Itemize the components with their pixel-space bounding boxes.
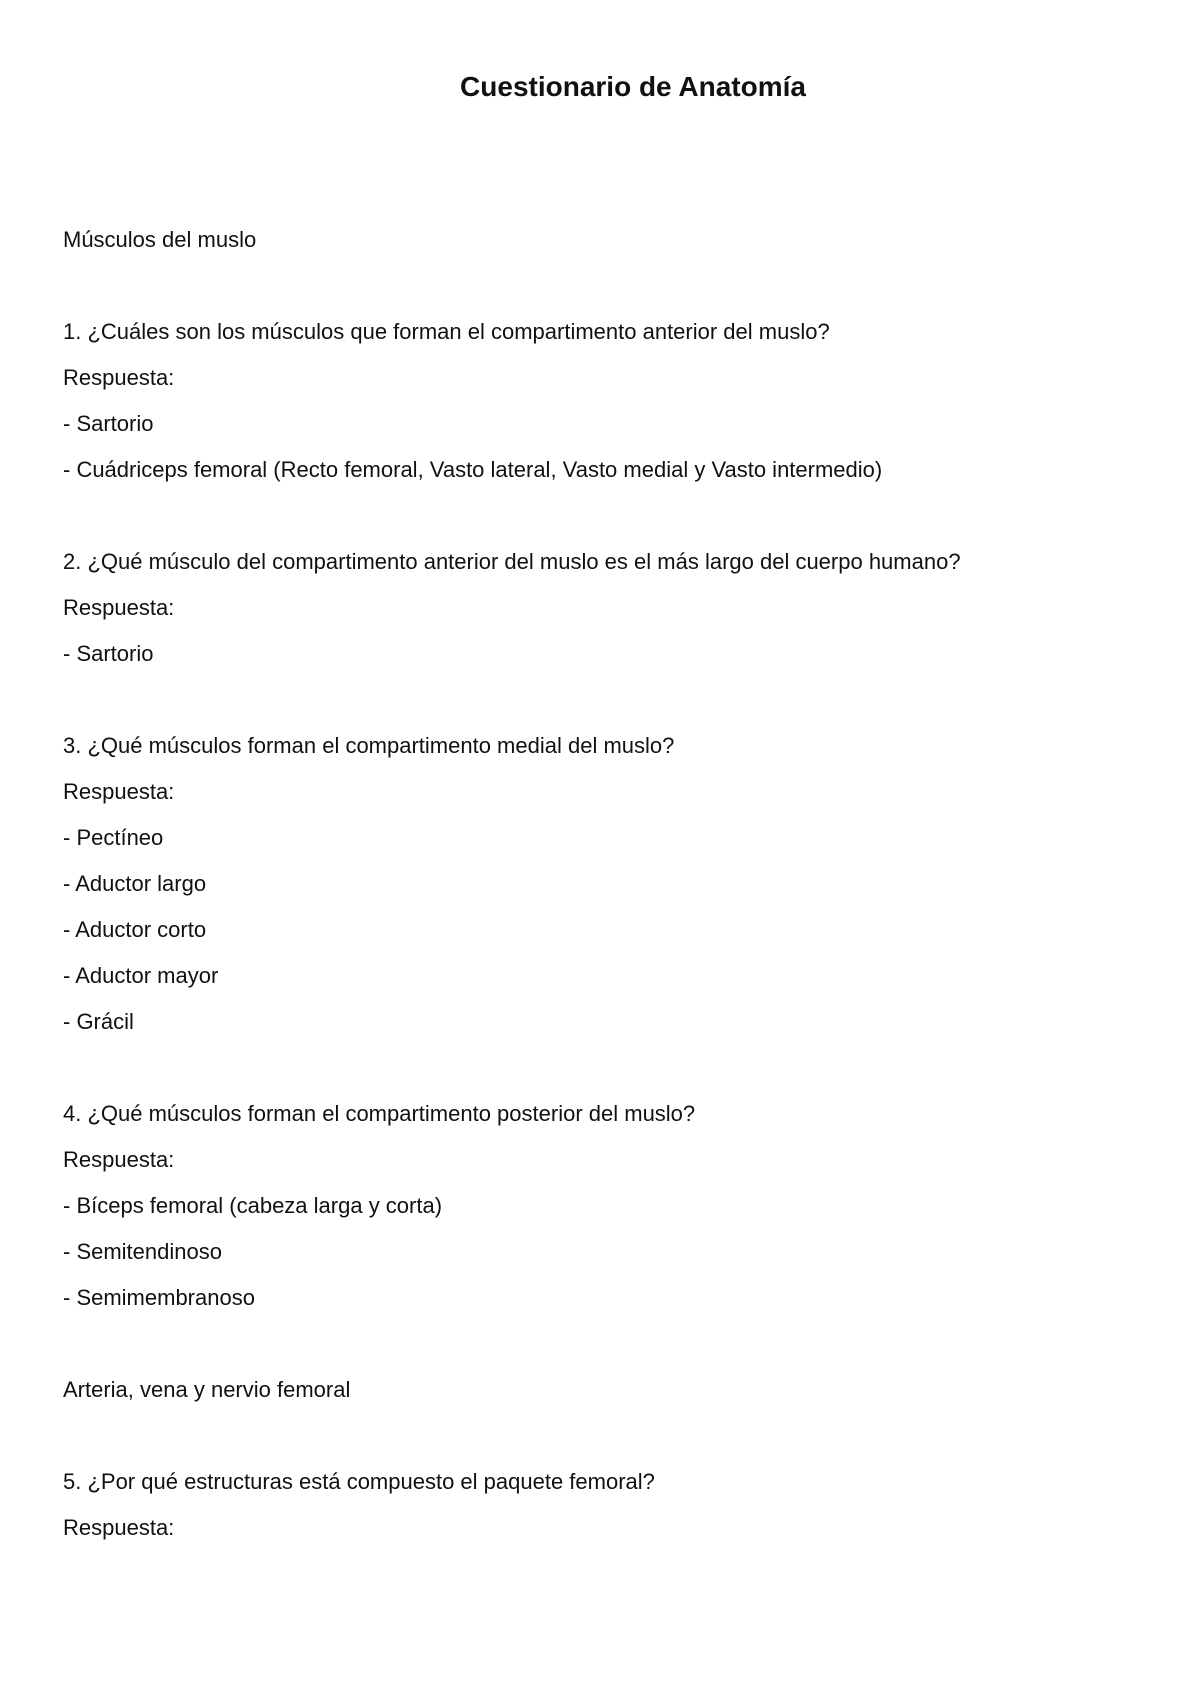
answer-label-2: Respuesta: (63, 595, 175, 620)
answer-3-item-1: - Pectíneo (63, 825, 164, 850)
answer-4-item-1: - Bíceps femoral (cabeza larga y corta) (63, 1193, 443, 1218)
page-title: Cuestionario de Anatomía (460, 71, 806, 102)
question-1: 1. ¿Cuáles son los músculos que forman el compartimento anterior del muslo? (63, 319, 830, 344)
question-5: 5. ¿Por qué estructuras está compuesto el paquete femoral? (63, 1469, 655, 1494)
answer-label-5: Respuesta: (63, 1515, 175, 1540)
section-heading-femoral: Arteria, vena y nervio femoral (63, 1377, 351, 1402)
answer-label-4: Respuesta: (63, 1147, 175, 1172)
question-2: 2. ¿Qué músculo del compartimento anterior del muslo es el más largo del cuerpo humano? (63, 549, 961, 574)
question-4: 4. ¿Qué músculos forman el compartimento posterior del muslo? (63, 1101, 696, 1126)
answer-3-item-3: - Aductor corto (63, 917, 207, 942)
answer-1-item-1: - Sartorio (63, 411, 154, 436)
answer-3-item-4: - Aductor mayor (63, 963, 219, 988)
section-heading-muscles: Músculos del muslo (63, 227, 257, 252)
answer-3-item-5: - Grácil (63, 1009, 134, 1034)
answer-label-3: Respuesta: (63, 779, 175, 804)
answer-2-item-1: - Sartorio (63, 641, 154, 666)
answer-1-item-2: - Cuádriceps femoral (Recto femoral, Vasto lateral, Vasto medial y Vasto intermedio) (63, 457, 883, 482)
question-3: 3. ¿Qué músculos forman el compartimento medial del muslo? (63, 733, 675, 758)
answer-label-1: Respuesta: (63, 365, 175, 390)
answer-4-item-2: - Semitendinoso (63, 1239, 222, 1264)
answer-4-item-3: - Semimembranoso (63, 1285, 255, 1310)
answer-3-item-2: - Aductor largo (63, 871, 207, 896)
